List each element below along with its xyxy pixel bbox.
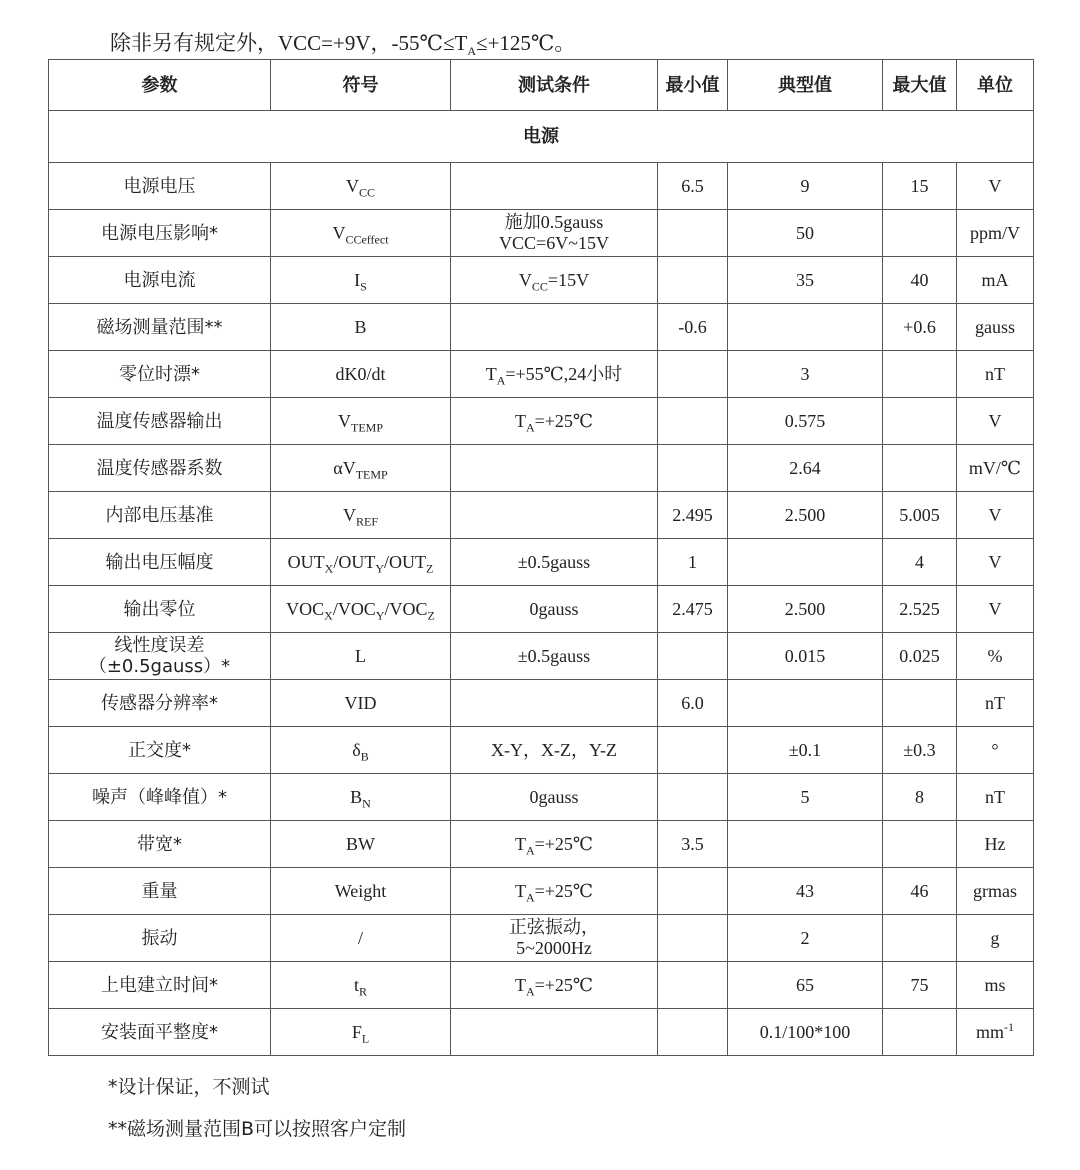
symbol-part: /OUT: [384, 551, 426, 572]
unit-part: -1: [1004, 1019, 1014, 1034]
condition-part: 正弦振动，: [509, 917, 599, 937]
param-line: 内部电压基准: [105, 504, 214, 526]
condition-part: ±0.5gauss: [517, 645, 591, 666]
min-cell: 1: [658, 539, 728, 586]
typ-cell: 3: [728, 351, 883, 398]
typ-cell: 2: [728, 915, 883, 962]
min-cell: 2.475: [658, 586, 728, 633]
typ-cell: 43: [728, 868, 883, 915]
unit-part: mm: [975, 1021, 1004, 1042]
typ-cell: 0.575: [728, 398, 883, 445]
condition-cell: [451, 163, 658, 210]
footnote-2: **磁场测量范围B可以按照客户定制: [108, 1118, 407, 1140]
condition-cell: [451, 304, 658, 351]
param-cell: [49, 351, 271, 398]
unit-cell: [957, 633, 1034, 680]
param-cell: [49, 163, 271, 210]
unit-part: mA: [981, 269, 1009, 290]
min-cell: [658, 445, 728, 492]
conditions-note: [110, 28, 575, 58]
section-row: [49, 111, 1034, 163]
symbol-cell: [271, 774, 451, 821]
condition-part: 0gauss: [529, 598, 579, 619]
unit-part: °: [991, 739, 999, 760]
min-cell: 3.5: [658, 821, 728, 868]
max-cell: [883, 398, 957, 445]
condition-cell: [451, 351, 658, 398]
max-cell: +0.6: [883, 304, 957, 351]
unit-part: V: [988, 598, 1002, 619]
symbol-part: S: [360, 279, 367, 294]
condition-part: CC: [531, 279, 548, 294]
condition-part: ±0.5gauss: [517, 551, 591, 572]
max-cell: 2.525: [883, 586, 957, 633]
min-cell: 6.0: [658, 680, 728, 727]
header-param: 参数: [49, 60, 271, 111]
table-row: [49, 680, 1034, 727]
max-cell: 46: [883, 868, 957, 915]
unit-part: g: [990, 927, 1000, 948]
condition-part: 0gauss: [529, 786, 579, 807]
condition-cell: [451, 962, 658, 1009]
symbol-part: BW: [346, 833, 375, 854]
min-cell: [658, 257, 728, 304]
symbol-part: CCeffect: [345, 232, 389, 247]
param-line: 电源电压影响*: [101, 222, 218, 244]
condition-cell: [451, 398, 658, 445]
param-line: 上电建立时间*: [101, 974, 218, 996]
unit-part: V: [988, 504, 1002, 525]
header-min: 最小值: [658, 60, 728, 111]
header-symbol: 符号: [271, 60, 451, 111]
typ-cell: 2.500: [728, 492, 883, 539]
table-row: [49, 868, 1034, 915]
unit-cell: [957, 492, 1034, 539]
condition-part: 5~2000Hz: [516, 938, 592, 958]
condition-part: T: [485, 363, 497, 384]
table-row: [49, 633, 1034, 680]
table-row: [49, 727, 1034, 774]
footnote-1: *设计保证，不测试: [108, 1076, 270, 1098]
conditions-prefix: 除非另有规定外，VCC=+9V，-55℃≤T: [110, 31, 468, 55]
condition-cell: [451, 445, 658, 492]
unit-cell: [957, 445, 1034, 492]
symbol-part: dK0/dt: [335, 363, 386, 384]
condition-part: A: [525, 843, 535, 858]
param-cell: [49, 304, 271, 351]
symbol-part: /: [357, 927, 363, 948]
condition-cell: [451, 727, 658, 774]
unit-cell: [957, 257, 1034, 304]
symbol-cell: [271, 727, 451, 774]
param-line: 零位时漂*: [119, 363, 200, 385]
min-cell: -0.6: [658, 304, 728, 351]
unit-part: grmas: [973, 880, 1017, 901]
param-cell: [49, 868, 271, 915]
condition-part: =+55℃,24小时: [505, 363, 623, 384]
param-cell: [49, 821, 271, 868]
max-cell: [883, 915, 957, 962]
table-row: [49, 586, 1034, 633]
max-cell: [883, 351, 957, 398]
symbol-cell: [271, 633, 451, 680]
condition-part: =+25℃: [534, 880, 594, 901]
param-line: 安装面平整度*: [101, 1021, 218, 1043]
condition-cell: [451, 680, 658, 727]
param-line: 线性度误差: [114, 635, 205, 656]
max-cell: 5.005: [883, 492, 957, 539]
param-line: 带宽*: [137, 833, 182, 855]
symbol-part: N: [362, 796, 371, 811]
symbol-part: CC: [358, 185, 375, 200]
symbol-part: αV: [333, 457, 356, 478]
param-line: 磁场测量范围**: [96, 316, 223, 338]
unit-part: nT: [985, 692, 1005, 713]
param-line: 传感器分辨率*: [101, 692, 218, 714]
unit-cell: [957, 163, 1034, 210]
symbol-cell: [271, 351, 451, 398]
max-cell: [883, 821, 957, 868]
param-cell: [49, 1009, 271, 1056]
typ-cell: [728, 304, 883, 351]
condition-part: A: [525, 984, 535, 999]
table-row: [49, 962, 1034, 1009]
symbol-part: TEMP: [355, 467, 388, 482]
symbol-part: V: [332, 222, 346, 243]
unit-part: gauss: [975, 316, 1015, 337]
param-cell: [49, 398, 271, 445]
max-cell: 4: [883, 539, 957, 586]
symbol-part: V: [345, 175, 359, 196]
header-typ: 典型值: [728, 60, 883, 111]
max-cell: ±0.3: [883, 727, 957, 774]
min-cell: [658, 398, 728, 445]
condition-cell: [451, 915, 658, 962]
table-row: [49, 492, 1034, 539]
param-line: 噪声（峰峰值）*: [92, 786, 227, 808]
symbol-part: VID: [344, 692, 377, 713]
symbol-part: /OUT: [333, 551, 376, 572]
unit-cell: [957, 915, 1034, 962]
symbol-cell: [271, 163, 451, 210]
unit-cell: [957, 351, 1034, 398]
condition-part: V: [518, 269, 532, 290]
symbol-cell: [271, 868, 451, 915]
condition-cell: [451, 586, 658, 633]
typ-cell: [728, 680, 883, 727]
header-row: [49, 60, 1034, 111]
symbol-part: L: [361, 1031, 370, 1046]
max-cell: 0.025: [883, 633, 957, 680]
min-cell: [658, 1009, 728, 1056]
symbol-cell: [271, 586, 451, 633]
condition-part: =+25℃: [534, 974, 594, 995]
table-row: [49, 1009, 1034, 1056]
table-row: [49, 351, 1034, 398]
symbol-part: /VOC: [384, 598, 428, 619]
typ-cell: 0.015: [728, 633, 883, 680]
table-row: [49, 774, 1034, 821]
min-cell: [658, 962, 728, 1009]
param-cell: [49, 210, 271, 257]
param-cell: [49, 962, 271, 1009]
min-cell: [658, 210, 728, 257]
condition-part: T: [514, 974, 526, 995]
param-cell: [49, 915, 271, 962]
unit-cell: [957, 304, 1034, 351]
symbol-part: VOC: [286, 598, 325, 619]
symbol-part: I: [354, 269, 361, 290]
unit-cell: [957, 586, 1034, 633]
symbol-part: OUT: [287, 551, 325, 572]
min-cell: [658, 633, 728, 680]
unit-cell: [957, 539, 1034, 586]
condition-cell: [451, 821, 658, 868]
symbol-part: X: [324, 561, 334, 576]
condition-part: X-Y，X-Z，Y-Z: [491, 739, 617, 760]
symbol-cell: [271, 304, 451, 351]
param-line: 温度传感器输出: [96, 410, 223, 432]
spec-table: [48, 59, 1034, 1056]
typ-cell: 2.500: [728, 586, 883, 633]
unit-part: nT: [985, 363, 1005, 384]
table-row: [49, 398, 1034, 445]
condition-part: A: [525, 420, 535, 435]
condition-part: A: [496, 373, 506, 388]
max-cell: 75: [883, 962, 957, 1009]
section-title: 电源: [49, 111, 1034, 163]
conditions-sub: A: [467, 44, 477, 59]
symbol-part: t: [353, 974, 359, 995]
condition-cell: [451, 1009, 658, 1056]
typ-cell: [728, 539, 883, 586]
param-cell: [49, 445, 271, 492]
typ-cell: 9: [728, 163, 883, 210]
symbol-cell: [271, 962, 451, 1009]
symbol-part: B: [360, 749, 369, 764]
condition-cell: [451, 492, 658, 539]
typ-cell: 50: [728, 210, 883, 257]
param-line: 振动: [141, 927, 178, 949]
param-cell: [49, 727, 271, 774]
max-cell: 15: [883, 163, 957, 210]
param-cell: [49, 539, 271, 586]
unit-cell: [957, 962, 1034, 1009]
param-line: 电源电压: [123, 175, 196, 197]
conditions-suffix: ≤+125℃。: [476, 31, 576, 55]
unit-cell: [957, 1009, 1034, 1056]
condition-part: =+25℃: [534, 833, 594, 854]
symbol-part: B: [354, 316, 367, 337]
symbol-part: V: [342, 504, 356, 525]
min-cell: 6.5: [658, 163, 728, 210]
table-row: [49, 821, 1034, 868]
unit-cell: [957, 398, 1034, 445]
unit-cell: [957, 774, 1034, 821]
param-line: 输出电压幅度: [105, 551, 214, 573]
condition-cell: [451, 210, 658, 257]
typ-cell: 35: [728, 257, 883, 304]
symbol-cell: [271, 398, 451, 445]
typ-cell: 0.1/100*100: [728, 1009, 883, 1056]
unit-cell: [957, 727, 1034, 774]
param-line: 重量: [141, 880, 178, 902]
symbol-part: B: [350, 786, 363, 807]
table-row: [49, 539, 1034, 586]
unit-cell: [957, 868, 1034, 915]
condition-part: A: [525, 890, 535, 905]
table-row: [49, 445, 1034, 492]
symbol-cell: [271, 539, 451, 586]
table-row: [49, 163, 1034, 210]
symbol-cell: [271, 680, 451, 727]
condition-part: =15V: [547, 269, 590, 290]
symbol-cell: [271, 821, 451, 868]
typ-cell: [728, 821, 883, 868]
symbol-part: Y: [375, 608, 385, 623]
symbol-part: Weight: [334, 880, 387, 901]
symbol-part: X: [324, 608, 333, 623]
header-unit: 单位: [957, 60, 1034, 111]
param-cell: [49, 774, 271, 821]
max-cell: 40: [883, 257, 957, 304]
condition-part: VCC=6V~15V: [499, 233, 609, 253]
symbol-cell: [271, 445, 451, 492]
symbol-cell: [271, 257, 451, 304]
min-cell: [658, 868, 728, 915]
symbol-part: Y: [375, 561, 384, 576]
max-cell: [883, 1009, 957, 1056]
unit-part: Hz: [984, 833, 1006, 854]
condition-cell: [451, 257, 658, 304]
symbol-cell: [271, 1009, 451, 1056]
param-cell: [49, 492, 271, 539]
param-cell: [49, 257, 271, 304]
condition-part: 施加0.5gauss: [504, 212, 604, 232]
param-line: 正交度*: [128, 739, 191, 761]
symbol-part: REF: [355, 514, 378, 529]
table-row: [49, 210, 1034, 257]
max-cell: [883, 680, 957, 727]
min-cell: 2.495: [658, 492, 728, 539]
param-line: 电源电流: [123, 269, 196, 291]
symbol-part: F: [351, 1021, 362, 1042]
unit-cell: [957, 210, 1034, 257]
unit-part: ppm/V: [969, 222, 1020, 243]
param-cell: [49, 586, 271, 633]
param-cell: [49, 633, 271, 680]
unit-part: V: [988, 551, 1002, 572]
symbol-part: TEMP: [350, 420, 383, 435]
unit-part: mV/℃: [968, 457, 1022, 478]
unit-part: nT: [985, 786, 1005, 807]
condition-cell: [451, 868, 658, 915]
unit-cell: [957, 821, 1034, 868]
table-row: [49, 915, 1034, 962]
condition-part: T: [514, 880, 526, 901]
symbol-part: L: [355, 645, 366, 666]
header-max: 最大值: [883, 60, 957, 111]
unit-part: ms: [984, 974, 1006, 995]
symbol-part: Z: [427, 608, 435, 623]
param-line: （±0.5gauss）*: [88, 656, 231, 677]
symbol-part: δ: [352, 739, 361, 760]
min-cell: [658, 351, 728, 398]
unit-part: %: [987, 645, 1003, 666]
typ-cell: 2.64: [728, 445, 883, 492]
symbol-cell: [271, 915, 451, 962]
min-cell: [658, 915, 728, 962]
symbol-part: /VOC: [332, 598, 376, 619]
min-cell: [658, 774, 728, 821]
condition-cell: [451, 539, 658, 586]
param-line: 输出零位: [123, 598, 196, 620]
typ-cell: 65: [728, 962, 883, 1009]
max-cell: 8: [883, 774, 957, 821]
condition-part: T: [514, 410, 526, 431]
typ-cell: ±0.1: [728, 727, 883, 774]
typ-cell: 5: [728, 774, 883, 821]
param-line: 温度传感器系数: [96, 457, 223, 479]
max-cell: [883, 445, 957, 492]
symbol-part: R: [359, 984, 368, 999]
unit-part: V: [988, 410, 1002, 431]
unit-part: V: [988, 175, 1002, 196]
condition-cell: [451, 633, 658, 680]
condition-part: T: [514, 833, 526, 854]
unit-cell: [957, 680, 1034, 727]
condition-part: =+25℃: [534, 410, 594, 431]
symbol-part: Z: [426, 561, 434, 576]
spec-body: [49, 111, 1034, 1056]
table-row: [49, 304, 1034, 351]
param-cell: [49, 680, 271, 727]
condition-cell: [451, 774, 658, 821]
table-row: [49, 257, 1034, 304]
symbol-cell: [271, 210, 451, 257]
symbol-part: V: [337, 410, 351, 431]
symbol-cell: [271, 492, 451, 539]
header-condition: 测试条件: [451, 60, 658, 111]
min-cell: [658, 727, 728, 774]
max-cell: [883, 210, 957, 257]
